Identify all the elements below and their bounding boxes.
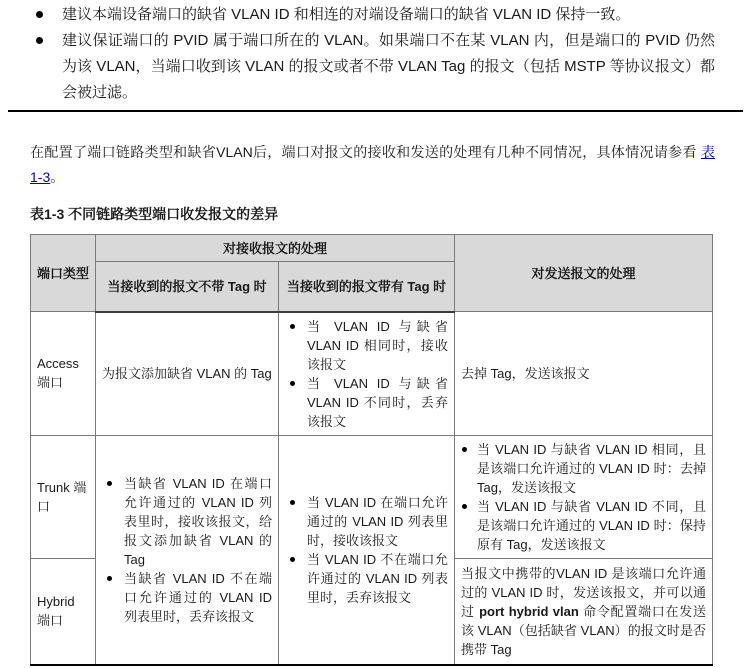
list-item — [461, 440, 706, 497]
list-item-text: 当 VLAN ID 不在端口允许通过的 VLAN ID 列表里时，丢弃该报文 — [307, 551, 449, 605]
bullet-icon — [462, 504, 467, 509]
intro-text-before: 在配置了端口链路类型和缺省VLAN后，端口对报文的接收和发送的处理有几种不同情况，具体情况请参看 — [30, 144, 701, 160]
bullet-icon — [462, 447, 467, 452]
note-item — [62, 2, 715, 28]
cell-access-tagged — [279, 312, 455, 436]
vlan-port-behavior-table — [30, 234, 713, 666]
bullet-icon — [290, 500, 295, 505]
cell-hybrid-type: Hybrid 端口 — [31, 558, 96, 665]
list-item-text: 当 VLAN ID 与缺省 VLAN ID 不同时，丢弃该报文 — [307, 375, 449, 429]
list-item-text: 当 VLAN ID 与缺省 VLAN ID 不同，且是该端口允许通过的 VLAN ID 时：保持原有 Tag，发送该报文 — [477, 498, 707, 552]
table-row-trunk — [31, 435, 713, 558]
list-item-text: 当缺省 VLAN ID 在端口允许通过的 VLAN ID 列表里时，接收该报文，给报文添加缺省 VLAN 的 Tag — [124, 475, 272, 567]
cell-access-type: Access 端口 — [31, 312, 96, 436]
hybrid-send-text: 当报文中携带的VLAN ID 是该端口允许通过的 VLAN ID 时，发送该报文，并可以通过 — [461, 565, 707, 619]
header-send: 对发送报文的处理 — [455, 235, 713, 312]
list-item-text: 当 VLAN ID 与缺省 VLAN ID 相同时，接收该报文 — [307, 318, 449, 372]
list-item — [285, 374, 448, 431]
header-port-type: 端口类型 — [31, 235, 96, 312]
table-row-access — [31, 312, 713, 436]
bullet-icon — [290, 557, 295, 562]
bullet-icon — [290, 381, 295, 386]
list-item-text: 当 VLAN ID 与缺省 VLAN ID 相同，且是该端口允许通过的 VLAN ID 时：去掉 Tag，发送该报文 — [477, 441, 707, 495]
document-page — [0, 2, 751, 666]
hybrid-command-text: port hybrid vlan — [479, 603, 579, 619]
list-item — [102, 569, 272, 626]
list-item — [102, 474, 272, 569]
cell-trunk-hybrid-tagged — [279, 435, 455, 665]
cell-trunk-send — [455, 435, 713, 558]
note-list — [30, 2, 715, 106]
cell-access-untagged: 为报文添加缺省 VLAN 的 Tag — [96, 312, 279, 436]
bullet-icon — [36, 37, 43, 44]
list-item-text: 当缺省 VLAN ID 不在端口允许通过的 VLAN ID 列表里时，丢弃该报文 — [124, 570, 272, 624]
header-receive-untagged: 当接收到的报文不带 Tag 时 — [96, 262, 279, 312]
list-item — [285, 317, 448, 374]
intro-paragraph — [30, 140, 715, 190]
section-divider — [8, 110, 743, 112]
note-text: 建议本端设备端口的缺省 VLAN ID 和相连的对端设备端口的缺省 VLAN ID 保持一致。 — [62, 6, 631, 23]
header-receive-group: 对接收报文的处理 — [96, 235, 455, 262]
note-item — [62, 28, 715, 106]
table-1-3-link[interactable]: 表 1-3 — [30, 144, 715, 185]
table-header-row-1 — [31, 235, 713, 262]
header-receive-tagged: 当接收到的报文带有 Tag 时 — [279, 262, 455, 312]
hybrid-send-text: 命令配置端口在发送该 VLAN（包括缺省 VLAN）的报文时是否携带 Tag — [461, 603, 707, 657]
cell-trunk-type: Trunk 端口 — [31, 435, 96, 558]
list-item-text: 当 VLAN ID 在端口允许通过的 VLAN ID 列表里时，接收该报文 — [307, 494, 449, 548]
cell-access-send: 去掉 Tag，发送该报文 — [455, 312, 713, 436]
list-item — [285, 493, 448, 550]
table-caption: 表1-3 不同链路类型端口收发报文的差异 — [30, 206, 279, 222]
cell-hybrid-send — [455, 558, 713, 665]
bullet-icon — [107, 576, 112, 581]
note-text: 建议保证端口的 PVID 属于端口所在的 VLAN。如果端口不在某 VLAN 内，但是端口的 PVID 仍然为该 VLAN，当端口收到该 VLAN 的报文或者不带 VLAN Tag 的报文（包括 MSTP 等协议报文）都会被过滤。 — [62, 32, 715, 101]
bullet-icon — [290, 324, 295, 329]
bullet-icon — [107, 481, 112, 486]
intro-text-after: 。 — [50, 169, 65, 185]
cell-trunk-hybrid-untagged — [96, 435, 279, 665]
list-item — [285, 550, 448, 607]
bullet-icon — [36, 11, 43, 18]
list-item — [461, 497, 706, 554]
